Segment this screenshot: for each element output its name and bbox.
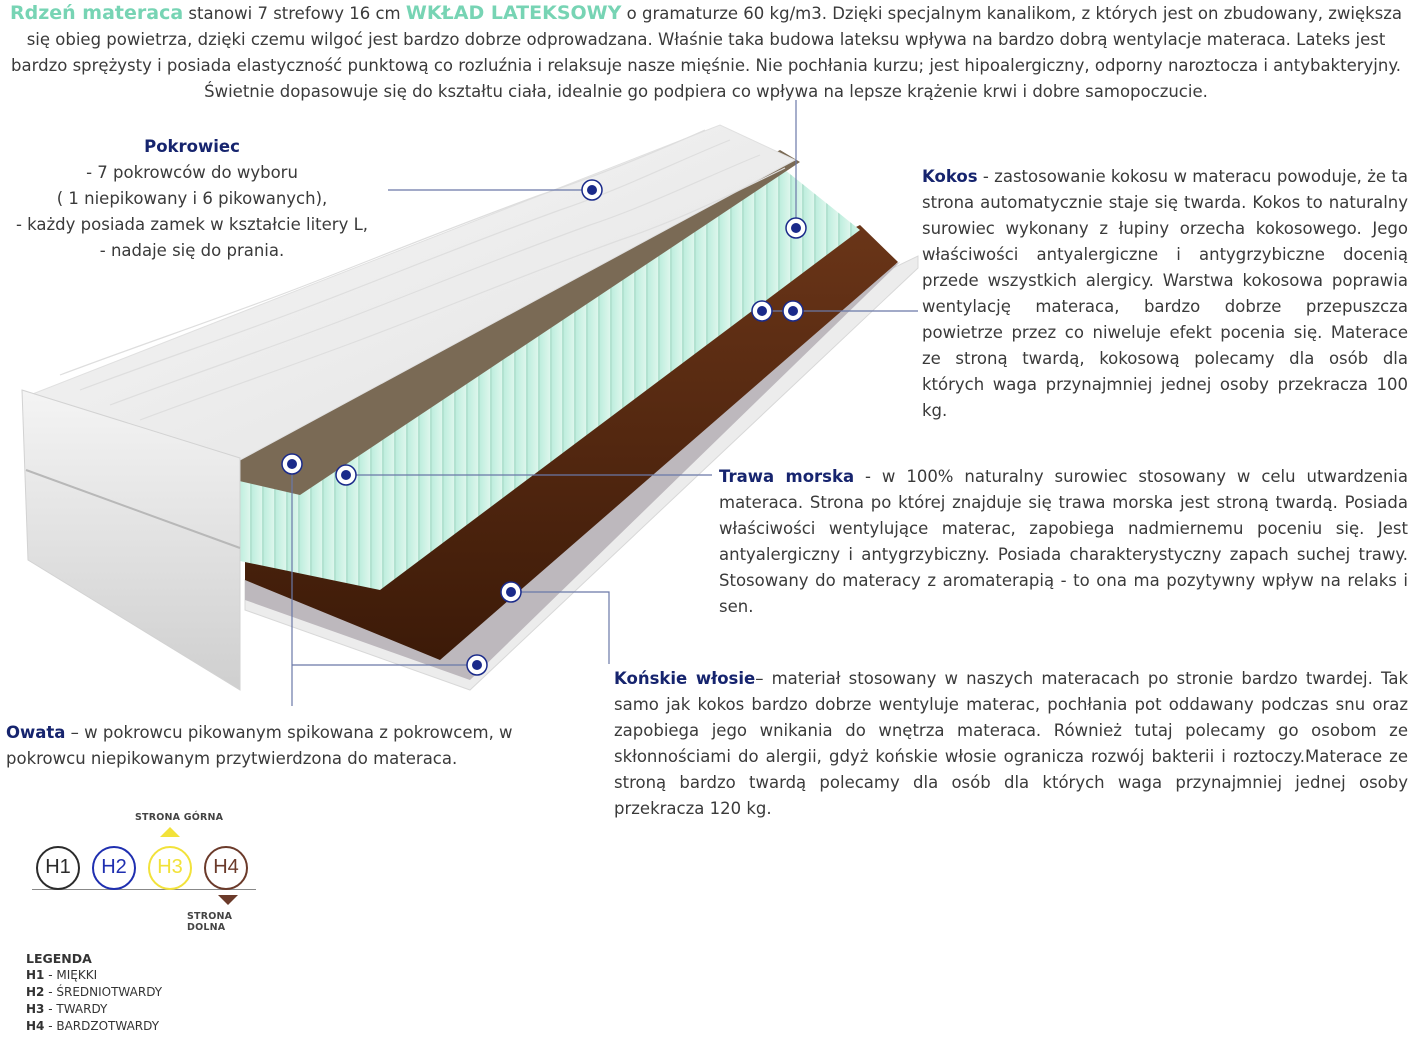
intro-text-1: stanowi 7 strefowy 16 cm <box>183 4 406 23</box>
trawa-text: - w 100% naturalny surowiec stosowany w celu utwardzenia materaca. Strona po której znajduje się trawa morska jest stroną twardą. Posiada właściwości wentylujące materac, zapobiega nadmiernemu poceniu się. Jest antyalergiczny i antygrzybiczny. Posiada charakterystyczny zapach suchej trawy. Stosowany do materacy z aromaterapią - to ona ma pozytywny wpływ na relaks i sen. <box>719 467 1408 616</box>
h4-circle: H4 <box>204 846 248 890</box>
hardness-scale <box>30 806 270 933</box>
marker-trawa-icon <box>336 465 356 485</box>
owata-text: – w pokrowcu pikowanym spikowana z pokrowcem, w pokrowcu niepikowanym przytwierdzona do materaca. <box>6 723 513 768</box>
pokrowiec-block <box>0 134 384 264</box>
up-arrow-icon <box>160 826 180 838</box>
pokrowiec-line-3: - każdy posiada zamek w kształcie litery L, <box>15 215 369 234</box>
konskie-text: – materiał stosowany w naszych materacach po stronie bardzo twardej. Tak samo jak kokos bardzo dobrze wentyluje materac, pochłania pot oddawany podczas snu oraz zapobiega jego wnikania do wnętrza materaca. Również tutaj polecamy go osobom ze skłonnościami do alergii, gdyż końskie włosie ogranicza rozwój bakterii i roztoczy.Materace ze stroną bardzo twardą polecamy dla osób dla których waga przynajmniej jednej osoby przekracza 120 kg. <box>614 669 1408 818</box>
konskie-title: Końskie włosie <box>614 669 756 688</box>
marker-pokrowiec-icon <box>582 180 602 200</box>
legend-item: H4 - BARDZOTWARDY <box>26 1019 160 1033</box>
pokrowiec-title: Pokrowiec <box>144 137 240 156</box>
legend-item: H2 - ŚREDNIOTWARDY <box>26 985 163 999</box>
marker-core-icon <box>786 218 806 238</box>
legend-item: H3 - TWARDY <box>26 1002 108 1016</box>
down-arrow-icon <box>218 894 238 906</box>
bottom-side-label: STRONA DOLNA <box>187 911 233 933</box>
kokos-block <box>922 164 1408 424</box>
trawa-block <box>719 464 1408 620</box>
marker-konskie-icon <box>501 582 521 602</box>
intro-text-2: o gramaturze 60 kg/m3. Dzięki specjalnym kanalikom, z których jest on zbudowany, zwiększa się obieg powietrza, dzięki czemu wilgoć jest bardzo dobrze odprowadzana. Właśnie taka budowa lateksu wpływa na bardzo dobrą wentylacje materaca. Lateks jest bardzo sprężysty i posiada elastyczność punktową co rozluźnia i relaksuje nasze mięśnie. Nie pochłania kurzu; jest hipoalergiczny, odporny naroztocza i antybakteryjny. Świetnie dopasowuje się do kształtu ciała, idealnie go podpiera co wpływa na lepsze krążenie krwi i dobre samopoczucie. <box>11 4 1403 101</box>
trawa-title: Trawa morska <box>719 467 855 486</box>
marker-base-icon <box>467 655 487 675</box>
intro-highlight-core: Rdzeń materaca <box>9 2 184 24</box>
pokrowiec-line-4: - nadaje się do prania. <box>99 241 285 260</box>
pokrowiec-line-1: - 7 pokrowców do wyboru <box>86 163 298 182</box>
marker-kokos-b-icon <box>783 301 803 321</box>
intro-highlight-latex: WKŁAD LATEKSOWY <box>405 2 622 24</box>
h2-circle: H2 <box>92 846 136 890</box>
kokos-text: - zastosowanie kokosu w materacu powoduje, że ta strona automatycznie staje się twarda. Kokos to naturalny surowiec wykonany z łupiny orzecha kokosowego. Jego właściwości antyalergiczne i antygrzybiczne docenią przede wszystkich alergicy. Warstwa kokosowa poprawia wentylację materaca, bardzo dobrze przepuszcza powietrze przez co niweluje efekt pocenia się. Materace ze stroną twardą, kokosową polecamy dla osób dla których waga przynajmniej jednej osoby przekracza 100 kg. <box>922 167 1408 420</box>
owata-block <box>6 720 526 772</box>
top-side-label: STRONA GÓRNA <box>135 812 224 823</box>
konskie-block <box>614 666 1408 822</box>
kokos-title: Kokos <box>922 167 978 186</box>
marker-kokos-a-icon <box>752 301 772 321</box>
owata-title: Owata <box>6 723 66 742</box>
h3-circle: H3 <box>148 846 192 890</box>
h1-circle: H1 <box>36 846 80 890</box>
pokrowiec-line-2: ( 1 niepikowany i 6 pikowanych), <box>56 189 328 208</box>
legend-item: H1 - MIĘKKI <box>26 968 98 982</box>
legend-title: LEGENDA <box>26 951 92 966</box>
marker-owata-icon <box>282 454 302 474</box>
legend <box>26 950 162 1035</box>
